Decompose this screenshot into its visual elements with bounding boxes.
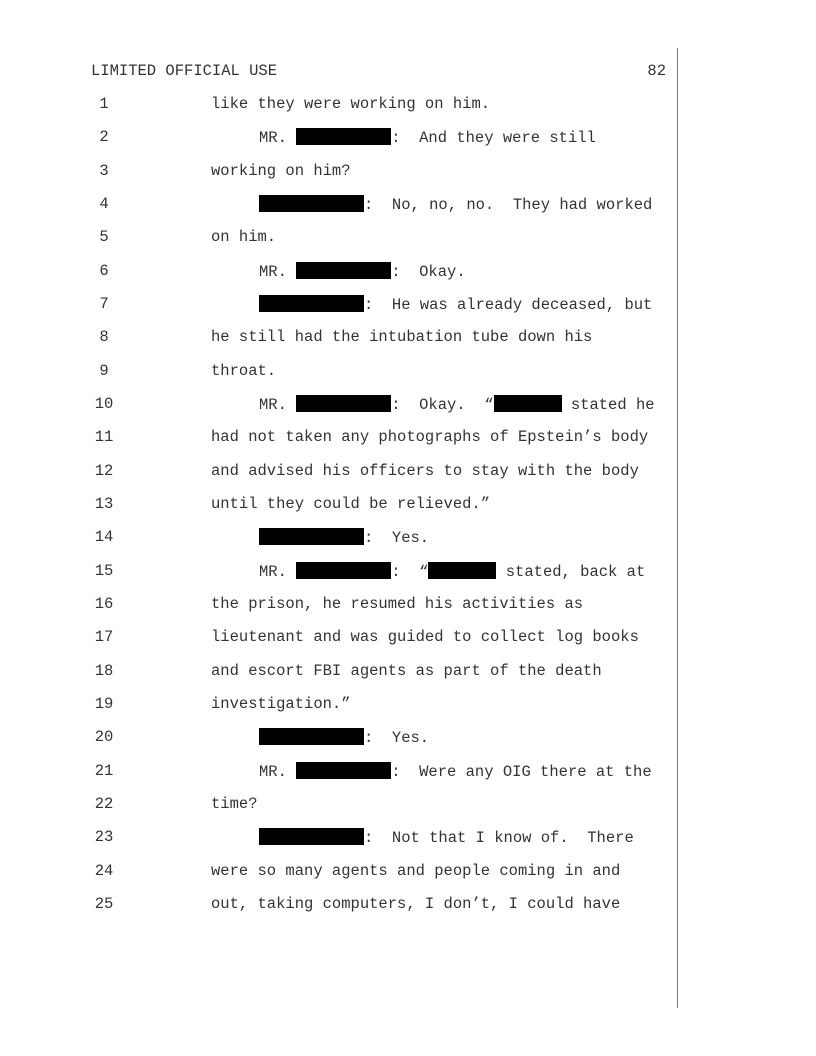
transcript-line <box>0 662 816 684</box>
line-number: 15 <box>94 562 114 580</box>
line-text: until they could be relieved.” <box>211 495 491 513</box>
transcript-line <box>0 562 816 584</box>
line-number: 11 <box>94 428 114 446</box>
redaction-block <box>296 562 391 579</box>
line-number: 23 <box>94 828 114 846</box>
transcript-line <box>0 128 816 150</box>
line-text: and advised his officers to stay with the body <box>211 462 639 480</box>
line-number: 7 <box>99 295 109 313</box>
transcript-line <box>0 895 816 917</box>
redaction-block <box>296 128 391 145</box>
classification-header: LIMITED OFFICIAL USE <box>91 62 278 80</box>
line-text: time? <box>211 795 258 813</box>
redaction-block <box>259 295 364 312</box>
line-text: MR. : “ stated, back at <box>259 563 646 581</box>
line-number: 16 <box>94 595 114 613</box>
redaction-block <box>259 828 364 845</box>
transcript-line <box>0 528 816 550</box>
transcript-line <box>0 862 816 884</box>
line-number: 4 <box>99 195 109 213</box>
line-text: had not taken any photographs of Epstein’s body <box>211 428 649 446</box>
line-text: out, taking computers, I don’t, I could have <box>211 895 621 913</box>
line-number: 20 <box>94 728 114 746</box>
line-number: 24 <box>94 862 114 880</box>
transcript-line <box>0 162 816 184</box>
line-text: lieutenant and was guided to collect log books <box>211 628 639 646</box>
line-number: 21 <box>94 762 114 780</box>
page-number: 82 <box>647 62 666 80</box>
line-text: like they were working on him. <box>211 95 491 113</box>
line-number: 6 <box>99 262 109 280</box>
transcript-line <box>0 195 816 217</box>
line-number: 5 <box>99 228 109 246</box>
line-text: he still had the intubation tube down his <box>211 328 593 346</box>
line-text: : No, no, no. They had worked <box>259 195 652 214</box>
transcript-line <box>0 262 816 284</box>
redaction-block <box>428 562 496 579</box>
line-number: 9 <box>99 362 109 380</box>
transcript-line <box>0 628 816 650</box>
line-text: MR. : Were any OIG there at the <box>259 763 652 781</box>
line-text: MR. : Okay. <box>259 263 466 281</box>
line-text: the prison, he resumed his activities as <box>211 595 584 613</box>
transcript-line <box>0 95 816 117</box>
transcript-line <box>0 495 816 517</box>
line-number: 22 <box>94 795 114 813</box>
line-text: MR. : Okay. “ stated he <box>259 396 655 414</box>
redaction-block <box>259 528 364 545</box>
line-number: 12 <box>94 462 114 480</box>
transcript-line <box>0 762 816 784</box>
line-number: 17 <box>94 628 114 646</box>
transcript-line <box>0 328 816 350</box>
line-number: 13 <box>94 495 114 513</box>
redaction-block <box>259 195 364 212</box>
line-text: : He was already deceased, but <box>259 295 652 314</box>
transcript-line <box>0 595 816 617</box>
redaction-block <box>259 728 364 745</box>
line-number: 14 <box>94 528 114 546</box>
line-number: 18 <box>94 662 114 680</box>
transcript-line <box>0 795 816 817</box>
line-text: working on him? <box>211 162 351 180</box>
transcript-line <box>0 462 816 484</box>
line-number: 2 <box>99 128 109 146</box>
line-text: and escort FBI agents as part of the death <box>211 662 602 680</box>
redaction-block <box>494 395 562 412</box>
line-text: on him. <box>211 228 277 246</box>
transcript-line <box>0 695 816 717</box>
line-number: 8 <box>99 328 109 346</box>
line-text: : Yes. <box>259 728 429 747</box>
redaction-block <box>296 762 391 779</box>
line-number: 25 <box>94 895 114 913</box>
redaction-block <box>296 262 391 279</box>
transcript-line <box>0 228 816 250</box>
line-text: throat. <box>211 362 277 380</box>
line-text: : Yes. <box>259 528 429 547</box>
transcript-line <box>0 362 816 384</box>
line-text: : Not that I know of. There <box>259 828 634 847</box>
transcript-line <box>0 828 816 850</box>
transcript-line <box>0 395 816 417</box>
line-text: investigation.” <box>211 695 351 713</box>
line-number: 10 <box>94 395 114 413</box>
line-text: MR. : And they were still <box>259 129 596 147</box>
line-number: 19 <box>94 695 114 713</box>
transcript-line <box>0 428 816 450</box>
transcript-line <box>0 295 816 317</box>
transcript-line <box>0 728 816 750</box>
line-number: 1 <box>99 95 109 113</box>
redaction-block <box>296 395 391 412</box>
line-text: were so many agents and people coming in and <box>211 862 621 880</box>
line-number: 3 <box>99 162 109 180</box>
